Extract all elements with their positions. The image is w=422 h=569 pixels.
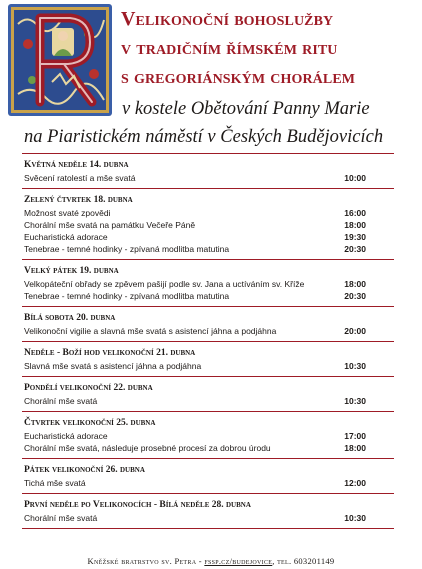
service-label: Svěcení ratolestí a mše svatá [24, 173, 136, 183]
service-label: Slavná mše svatá s asistencí jáhna a podjáhna [24, 361, 202, 371]
footer-website-link[interactable]: fssp.cz/budejovice [204, 556, 273, 566]
section-heading: Bílá sobota 20. dubna [24, 313, 116, 323]
schedule-section [22, 412, 394, 458]
service-time: 18:00 [344, 220, 366, 230]
service-label: Tichá mše svatá [24, 478, 86, 488]
service-time: 10:00 [344, 173, 366, 183]
service-row [24, 395, 394, 407]
footer [0, 556, 422, 566]
schedule-section [22, 260, 394, 306]
title-line-2: v tradičním římském ritu [121, 37, 338, 59]
service-time: 10:30 [344, 513, 366, 523]
section-heading: Čtvrtek velikonoční 25. dubna [24, 418, 156, 428]
service-time: 12:00 [344, 478, 366, 488]
section-heading: Zelený čtvrtek 18. dubna [24, 195, 133, 205]
schedule-section [22, 189, 394, 259]
service-row [24, 231, 394, 243]
service-time: 10:30 [344, 396, 366, 406]
service-row [24, 278, 394, 290]
schedule-section [22, 494, 394, 528]
service-row [24, 207, 394, 219]
service-time: 18:00 [344, 443, 366, 453]
service-row [24, 430, 394, 442]
service-label: Chorální mše svatá na památku Večeře Páně [24, 220, 196, 230]
schedule [22, 153, 394, 529]
service-label: Tenebrae - temné hodinky - zpívaná modlitba matutina [24, 244, 230, 254]
service-row [24, 512, 394, 524]
service-label: Velkopáteční obřady se zpěvem pašijí podle sv. Jana a uctíváním sv. Kříže [24, 279, 305, 289]
service-time: 19:30 [344, 232, 366, 242]
service-label: Chorální mše svatá [24, 396, 98, 406]
section-heading: Neděle - Boží hod velikonoční 21. dubna [24, 348, 196, 358]
service-row [24, 219, 394, 231]
section-heading: Velký pátek 19. dubna [24, 266, 119, 276]
service-label: Možnost svaté zpovědi [24, 208, 111, 218]
schedule-section [22, 154, 394, 188]
service-time: 16:00 [344, 208, 366, 218]
illuminated-initial-image [8, 4, 112, 116]
footer-phone: , tel. 603201149 [272, 556, 335, 566]
section-heading: Květná neděle 14. dubna [24, 160, 129, 170]
subtitle-location: na Piaristickém náměstí v Českých Budějovicích [24, 127, 384, 147]
service-row [24, 442, 394, 454]
service-label: Eucharistická adorace [24, 431, 108, 441]
schedule-section [22, 342, 394, 376]
service-time: 20:00 [344, 326, 366, 336]
service-time: 20:30 [344, 291, 366, 301]
service-time: 18:00 [344, 279, 366, 289]
service-row [24, 477, 394, 489]
title-line-3: s gregoriánským chorálem [121, 66, 356, 88]
subtitle-church: v kostele Obětování Panny Marie [122, 99, 370, 119]
section-heading: Pondělí velikonoční 22. dubna [24, 383, 153, 393]
service-row [24, 360, 394, 372]
service-label: Velikonoční vigilie a slavná mše svatá s asistencí jáhna a podjáhna [24, 326, 277, 336]
section-heading: První neděle po Velikonocích - Bílá neděle 28. dubna [24, 500, 251, 510]
service-label: Eucharistická adorace [24, 232, 108, 242]
service-time: 20:30 [344, 244, 366, 254]
section-divider [22, 528, 394, 529]
schedule-section [22, 377, 394, 411]
service-label: Tenebrae - temné hodinky - zpívaná modlitba matutina [24, 291, 230, 301]
schedule-section [22, 307, 394, 341]
service-row [24, 243, 394, 255]
service-row [24, 290, 394, 302]
page-title [121, 5, 421, 92]
service-time: 17:00 [344, 431, 366, 441]
illuminated-initial-r [8, 4, 112, 116]
section-heading: Pátek velikonoční 26. dubna [24, 465, 145, 475]
service-row [24, 325, 394, 337]
schedule-section [22, 459, 394, 493]
service-row [24, 172, 394, 184]
service-label: Chorální mše svatá [24, 513, 98, 523]
service-label: Chorální mše svatá, následuje prosebné procesí za dobrou úrodu [24, 443, 271, 453]
title-line-1: Velikonoční bohoslužby [121, 8, 334, 30]
footer-prefix: Kněžské bratrstvo sv. Petra - [87, 556, 205, 566]
service-time: 10:30 [344, 361, 366, 371]
